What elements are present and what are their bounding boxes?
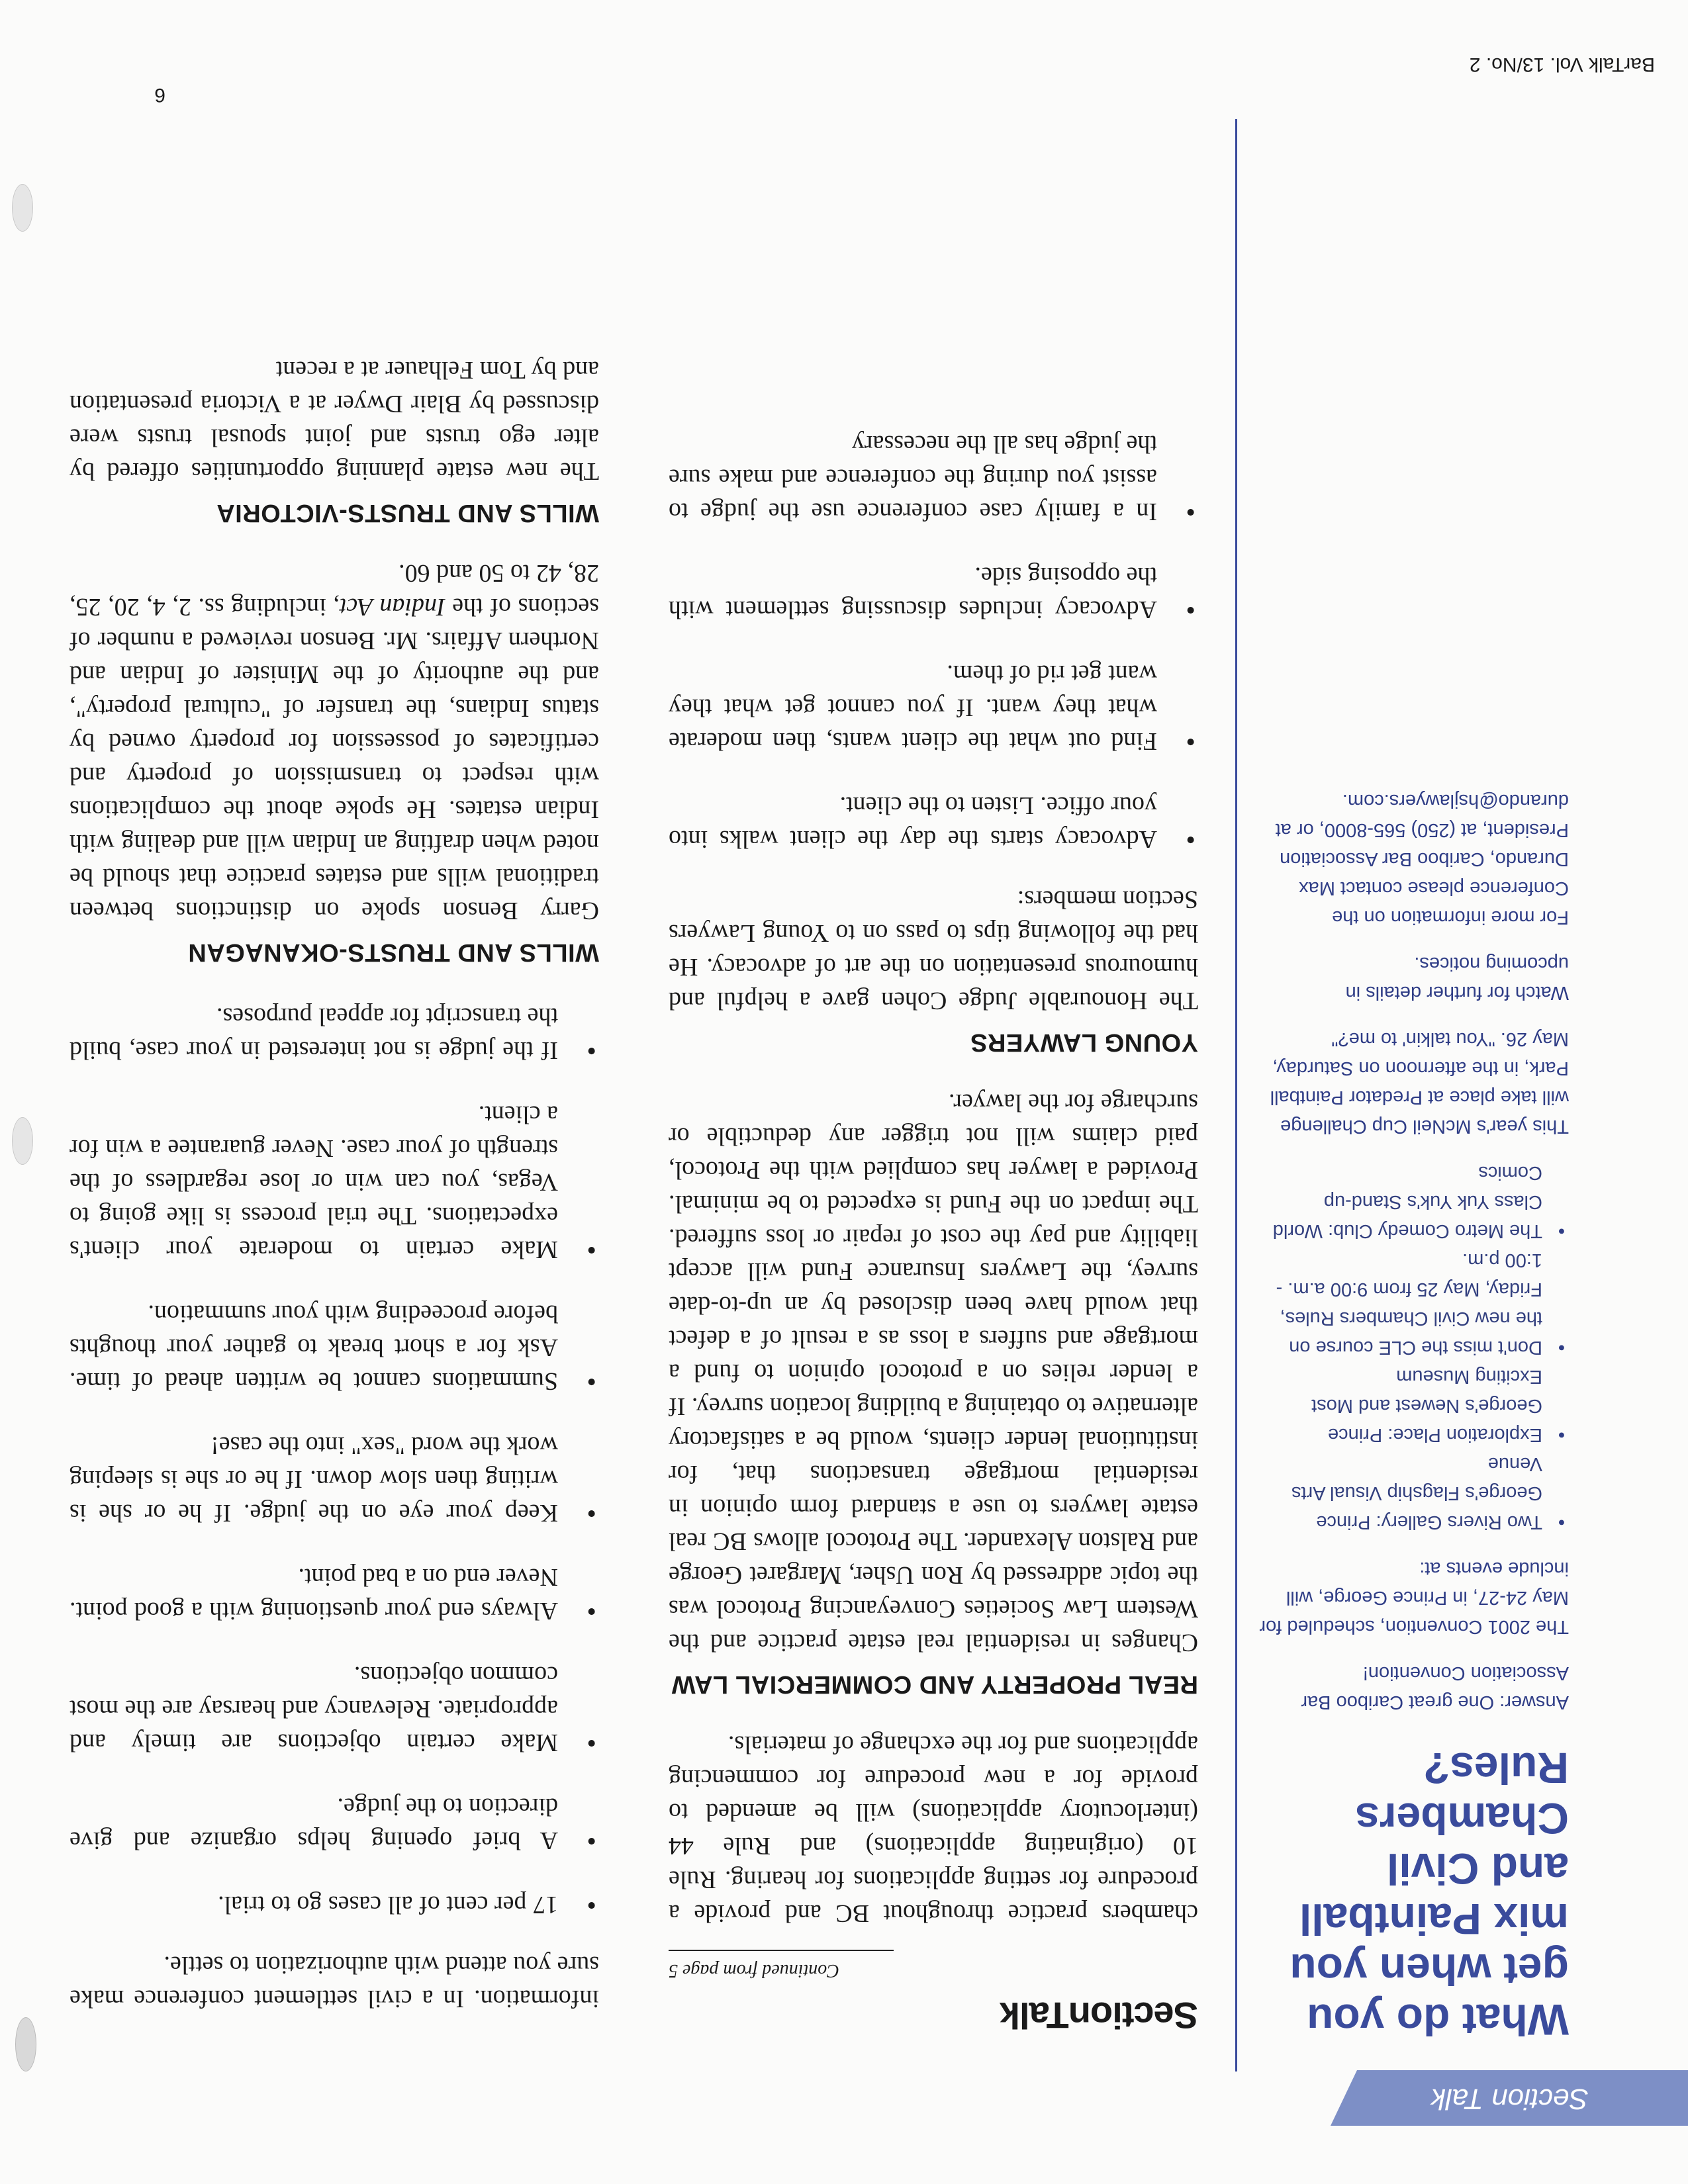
indian-act-title: Indian Act: [339, 593, 445, 621]
tip-item: • Keep your eye on the judge. If he or she is writing then slow down. If he or she is sleeping work the word "sex" into the case!: [70, 1428, 599, 1529]
section-talk-title: SectionTalk: [1000, 1995, 1198, 2036]
section-tab-label: Section Talk: [1430, 2083, 1589, 2115]
wills-okanagan-paragraph: [70, 556, 599, 927]
advocacy-tips-list: [669, 427, 1198, 856]
tip-item: • Find out what the client wants, then moderate what they want. If you cannot get what they want get rid of them.: [669, 657, 1198, 758]
event-item: • Exploration Place: Prince George's Newest and Most Exciting Museum: [1258, 1362, 1569, 1449]
wills-okanagan-text: Garry Benson spoke on distinctions between traditional wills and estates practice that should be noted when drafting an Indian will and dealing with Indian estates. He spoke about the complications with respect to transmission of property and certificates of possession for property owned by status Indians, the transfer of "cultural property", and the authority of the Minister of Indian and Northern Affairs. Mr. Benson reviewed a number of sections of the: [70, 593, 599, 925]
section-tab: [1357, 2070, 1688, 2126]
binder-hole: [12, 184, 33, 232]
sidebar-mcneil-cup: This year's McNeil Cup Challenge will take place at Predator Paintball Park, in the afternoon on Saturday, May 26. "You talkin' to me?": [1270, 1028, 1569, 1137]
chambers-paragraph: chambers practice throughout BC and provide a procedure for setting applications for hearing. Rule 10 (originating applications) and Rule 44 (interlocutory applications) will be amended to provide for a new procedure for commencing applications and for the exchange of materials.: [669, 1731, 1198, 1927]
continued-note: Continued from page 5: [669, 1950, 894, 1987]
settlement-paragraph: information. In a civil settlement conference make sure you attend with authorization to settle.: [70, 1951, 599, 2013]
binder-hole: [12, 1117, 33, 1165]
heading-real-property: REAL PROPERTY AND COMMERCIAL LAW: [671, 1670, 1198, 1698]
tip-item: • Make certain objections are timely and appropriate. Relevancy and hearsay are the most common objections.: [70, 1658, 599, 1759]
event-item: • Don't miss the CLE course on the new Civil Chambers Rules, Friday, May 25 from 9:00 a.m. - 1:00 p.m.: [1258, 1246, 1569, 1362]
tip-item: • In a family case conference use the judge to assist you during the conference and make sure the judge has all the necessary: [669, 427, 1198, 528]
tip-item: • Summations cannot be written ahead of time. Ask for a short break to gather your thoughts before proceeding with your summation.: [70, 1297, 599, 1398]
middle-column: [669, 396, 1198, 2035]
tip-item: • If the judge is not interested in your case, build the transcript for appeal purposes.: [70, 999, 599, 1067]
sidebar-answer: Answer: One great Cariboo Bar Association Convention!: [1301, 1662, 1569, 1713]
page-number: 6: [154, 84, 165, 106]
wills-victoria-paragraph: The new estate planning opportunities offered by alter ego trusts and joint spousal trusts were discussed by Blair Dwyer at a Victoria presentation and by Tom Felhauer at a recent: [70, 356, 599, 485]
convention-sidebar: [1258, 769, 1569, 2045]
young-lawyers-paragraph: The Honourable Judge Cohen gave a helpful and humourous presentation on the art of advocacy. He had the following tips to pass on to Young Lawyers Section members:: [669, 886, 1198, 1015]
heading-wills-victoria: WILLS AND TRUSTS-VICTORIA: [216, 499, 599, 527]
binder-hole: [15, 2017, 36, 2071]
column-divider: [1235, 119, 1237, 2071]
sidebar-contact: For more information on the Conference please contact Max Durando, Cariboo Bar Association President, at (250) 565-8000, or at durando@hsjlawyers.com.: [1275, 790, 1569, 928]
trial-tips-list: [70, 999, 599, 1921]
tip-item: • Advocacy starts the day the client walks into your office. Listen to the client.: [669, 788, 1198, 856]
heading-wills-okanagan: WILLS AND TRUSTS-OKANAGAN: [187, 938, 599, 966]
event-item: • Two Rivers Gallery: Prince George's Flagship Visual Arts Venue: [1258, 1449, 1569, 1537]
right-column: [70, 353, 599, 2015]
footer-publication: BarTalk Vol. 13/No. 2: [1469, 54, 1655, 75]
tip-item: • 17 per cent of all cases go to trial.: [70, 1888, 599, 1921]
sidebar-headline: What do you get when you mix Paintball and Civil Chambers Rules?: [1289, 1744, 1569, 2044]
sidebar-watch-notice: Watch for further details in upcoming notices.: [1345, 953, 1569, 1003]
tip-item: • A brief opening helps organize and give direction to the judge.: [70, 1790, 599, 1857]
tip-item: • Advocacy includes discussing settlement with the opposing side.: [669, 559, 1198, 626]
wills-okanagan-text-end: , including ss. 2, 4, 20, 25, 28, 42 to 50 and 60.: [70, 559, 599, 621]
sidebar-convention: The 2001 Convention, scheduled for May 24-27, in Prince George, will include events at:: [1259, 1558, 1569, 1637]
event-item: • The Metro Comedy Club: World Class Yuk Yuk's Stand-up Comics: [1258, 1158, 1569, 1246]
real-property-paragraph: Changes in residential real estate practice and the Western Law Societies Conveyancing Protocol was the topic addressed by Ron Usher, Margaret George and Ralston Alexander. The Protocol allows BC real estate lawyers to use a standard form opinion in residential mortgage transactions that, for institutional lender clients, would be a satisfactory alternative to obtaining a building location survey. If a lender relies on a protocol opinion to fund a mortgage and suffers a loss as a result of a defect that would have been disclosed by an up-to-date survey, the Lawyers Insurance Fund will accept liability and pay the cost of repair or loss suffered. The impact on the Fund is expected to be minimal. Provided a lawyer has complied with the Protocol, paid claims will not trigger any deductible or surcharge for the lawyer.: [669, 1089, 1198, 1657]
tip-item: • Always end your questioning with a good point. Never end on a bad point.: [70, 1560, 599, 1627]
heading-young-lawyers: YOUNG LAWYERS: [970, 1028, 1198, 1056]
event-list: [1258, 1158, 1569, 1537]
tip-item: • Make certain to moderate your client's expectations. The trial process is like going to Vegas, you can win or lose regardless of the strength of your case. Never guarantee a win for a client.: [70, 1097, 599, 1266]
